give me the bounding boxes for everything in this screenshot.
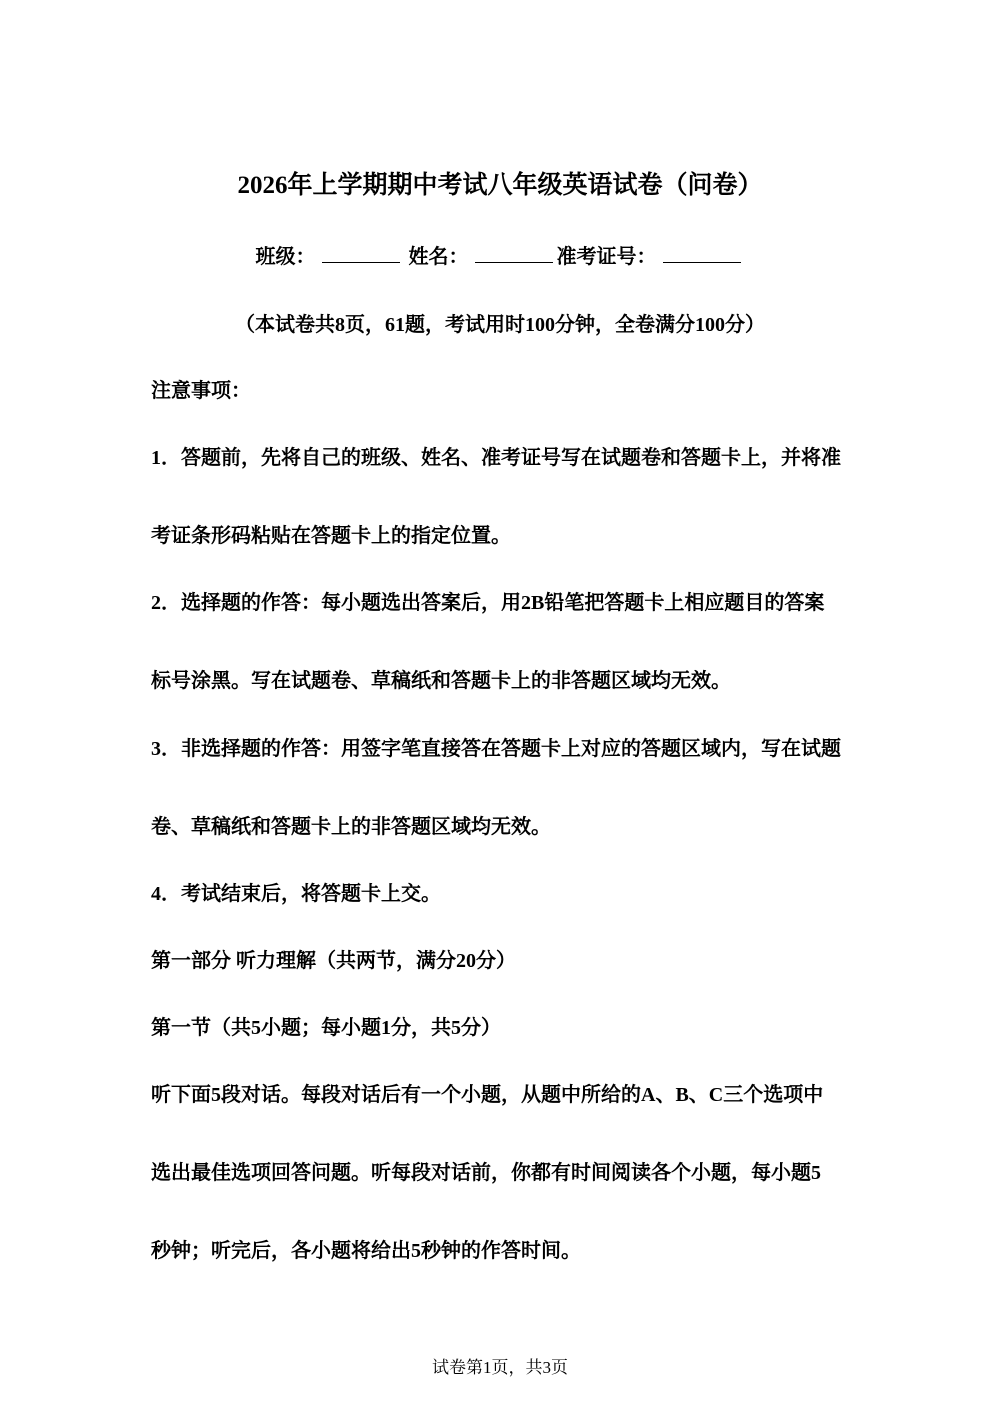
instruction-line: 听下面5段对话。每段对话后有一个小题，从题中所给的A、B、C三个选项中 [151, 1084, 824, 1106]
class-blank [322, 246, 400, 263]
part1-heading: 第一部分 听力理解（共两节，满分20分） [151, 950, 516, 972]
notice-line: 2．选择题的作答：每小题选出答案后，用2B铅笔把答题卡上相应题目的答案 [151, 592, 825, 614]
student-info-row [0, 245, 1000, 269]
name-label: 姓名： [408, 246, 469, 268]
exam-no-label: 准考证号： [556, 246, 657, 268]
notice-line: 1．答题前，先将自己的班级、姓名、准考证号写在试题卷和答题卡上，并将准 [151, 447, 841, 469]
name-blank [475, 246, 553, 263]
notice-line: 标号涂黑。写在试题卷、草稿纸和答题卡上的非答题区域均无效。 [151, 670, 731, 692]
instruction-line: 选出最佳选项回答问题。听每段对话前，你都有时间阅读各个小题，每小题5 [151, 1162, 821, 1184]
class-label: 班级： [255, 246, 316, 268]
exam-title: 2026年上学期期中考试八年级英语试卷（问卷） [237, 172, 763, 199]
page-footer: 试卷第1页，共3页 [432, 1358, 568, 1377]
notice-line: 3．非选择题的作答：用签字笔直接答在答题卡上对应的答题区域内，写在试题 [151, 738, 841, 760]
notice-heading: 注意事项： [151, 380, 251, 402]
exam-no-blank [663, 246, 741, 263]
exam-summary: （本试卷共8页，61题，考试用时100分钟，全卷满分100分） [235, 314, 765, 336]
notice-line: 卷、草稿纸和答题卡上的非答题区域均无效。 [151, 816, 551, 838]
section1-heading: 第一节（共5小题；每小题1分，共5分） [151, 1017, 501, 1039]
instruction-line: 秒钟；听完后，各小题将给出5秒钟的作答时间。 [151, 1240, 581, 1262]
notice-line: 4．考试结束后，将答题卡上交。 [151, 883, 441, 905]
notice-line: 考证条形码粘贴在答题卡上的指定位置。 [151, 525, 511, 547]
